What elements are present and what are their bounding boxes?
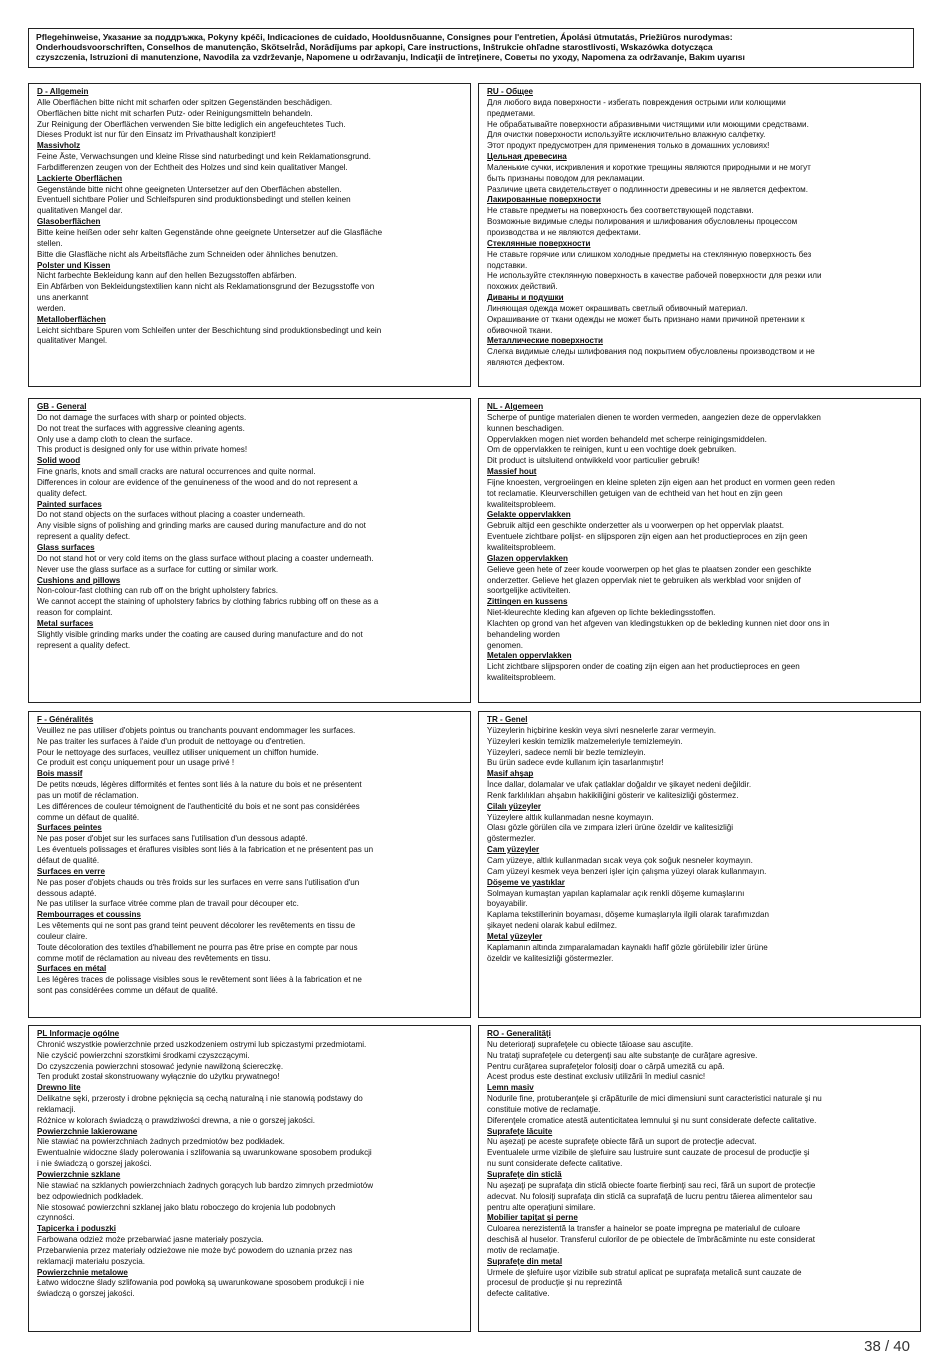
text-line: genomen. [487,640,523,650]
text-line: являются дефектом. [487,358,565,368]
text-line: Renk farklılıkları ahşabın hakikiliğini gösterir ve kalitesizliği göstermez. [487,790,739,800]
section-heading: Zittingen en kussens [487,597,568,607]
block-title: TR - Genel [487,715,528,724]
text-line: подставки. [487,260,528,270]
text-line: Do not stand hot or very cold items on the glass surface without placing a coaster underneath. [37,553,374,563]
text-line: Ten produkt został skonstruowany wyłącznie do użytku prywatnego! [37,1072,280,1082]
text-line: Any visible signs of polishing and grinding marks are caused during manufacture and do not [37,521,366,531]
text-line: Gelieve geen hete of zeer koude voorwerpen op het glas te plaatsen zonder een geschikte [487,564,812,574]
text-line: Bitte keine heißen oder sehr kalten Gegenstände ohne geeignete Untersetzer auf die Glasfläche [37,227,383,237]
text-line: uns anerkannt [37,293,89,303]
text-line: Alle Oberflächen bitte nicht mit scharfen oder spitzen Gegenständen beschädigen. [37,97,333,107]
text-line: Culoarea nerezistentă la transfer a hainelor se poate impregna pe materialul de culoare [487,1224,801,1234]
text-line: Om de oppervlakken te reinigen, kunt u een vochtige doek gebruiken. [487,445,737,455]
text-line: czynności. [37,1213,75,1223]
text-line: Diferenţele cromatice atestă autenticitatea lemnului şi nu sunt considerate defecte calitative. [487,1115,817,1125]
text-line: Fijne knoesten, vergroeiingen en kleine spleten zijn eigen aan het product en vormen geen reden [487,477,835,487]
section-heading: Suprafeţe din metal [487,1256,563,1266]
text-line: производства и не являются дефектами. [487,227,641,237]
text-line: świadczą o gorszej jakości. [37,1289,135,1299]
text-line: constituie motive de reclamaţie. [487,1104,601,1114]
section-heading: Suprafeţe lăcuite [487,1126,553,1136]
text-line: Pentru curăţarea suprafeţelor folosiţi doar o cârpă umezită cu apă. [487,1061,725,1071]
text-line: Chronić wszystkie powierzchnie przed uszkodzeniem ostrymi lub spiczastymi przedmiotami. [37,1039,367,1049]
text-line: Veuillez ne pas utiliser d'objets pointus ou tranchants pouvant endommager les surfaces. [37,725,356,735]
block-title: RU - Общее [487,87,534,96]
text-line: pas un motif de réclamation. [37,790,139,800]
section-heading: Metalloberflächen [37,314,106,324]
text-line: Niet-kleurechte kleding kan afgeven op lichte bekledingsstoffen. [487,608,716,618]
text-line: procesul de producţie şi nu reprezintă [487,1278,622,1288]
text-line: qualitativer Mangel. [37,336,108,346]
text-line: Dieses Produkt ist nur für den Einsatz im Privathaushalt konzipiert! [37,130,276,140]
care-block-fr [28,711,471,1018]
section-heading: Metalen oppervlakken [487,651,572,661]
block-title: RO - Generalităţi [487,1029,551,1038]
text-line: обивочной ткани. [487,325,553,335]
section-heading: Massief hout [487,467,537,477]
text-line: Oberflächen bitte nicht mit scharfen Putz- oder Reinigungsmitteln behandeln. [37,108,313,118]
text-line: Nu aşezaţi pe suprafaţa din sticlă obiecte foarte fierbinţi sau reci, fără un suport de protecţie [487,1180,816,1190]
header-line: Pflegehinweise, Указание за поддръжка, Pokyny kpéči, Indicaciones de cuidado, Hooldusnõuanne, Consignes pour l'entretien, Ápolási útmutatás, Priežiūros nurodymas: [36,32,733,42]
section-heading: Glazen oppervlakken [487,553,568,563]
section-heading: Painted surfaces [37,499,102,509]
header-languages [28,28,914,68]
text-line: Не ставьте горячие или слишком холодные предметы на стеклянную поверхность без [487,249,812,259]
text-line: kwaliteitsprobleem. [487,542,556,552]
care-block-ro [478,1025,921,1332]
text-line: Licht zichtbare slijpsporen onder de coating zijn eigen aan het productieproces en geen [487,662,800,672]
text-line: deschisă al huselor. Transferul culorilor de pe obiectele de îmbrăcăminte nu este considerat [487,1235,815,1245]
text-line: kunnen beschadigen. [487,423,564,433]
block-title: D - Allgemein [37,87,89,96]
section-heading: Masif ahşap [487,769,534,779]
section-heading: Surfaces en verre [37,866,105,876]
text-line: Не ставьте предметы на поверхность без соответствующей подставки. [487,206,754,216]
text-line: Nu deterioraţi suprafeţele cu obiecte tăioase sau ascuţite. [487,1039,694,1049]
text-line: pentru alte operaţiuni similare. [487,1202,596,1212]
section-heading: Powierzchnie szklane [37,1169,121,1179]
text-line: Nie stawiać na szklanych powierzchniach żadnych gorących lub bardzo zimnych przedmiotów [37,1180,374,1190]
text-line: motiv de reclamaţie. [487,1245,560,1255]
text-line: stellen. [37,238,63,248]
text-line: Nie stosować powierzchni szklanej jako blatu roboczego do krojenia lub podobnych [37,1202,336,1212]
text-line: Gegenstände bitte nicht ohne geeigneten Untersetzer auf den Oberflächen abstellen. [37,184,342,194]
section-heading: Лакированные поверхности [487,195,601,205]
text-line: comme un défaut de qualité. [37,812,140,822]
section-heading: Металлические поверхности [487,336,603,346]
text-line: Do not damage the surfaces with sharp or pointed objects. [37,412,247,422]
text-line: Do not treat the surfaces with aggressive cleaning agents. [37,423,245,433]
text-line: Non-colour-fast clothing can rub off on the bright upholstery fabrics. [37,586,278,596]
text-line: qualitativen Mangel dar. [37,206,123,216]
text-line: Les légères traces de polissage visibles sous le revêtement sont liées à la fabrication et ne [37,975,362,985]
text-line: Do czyszczenia powierzchni stosować jedynie nawilżoną ściereczkę. [37,1061,284,1071]
text-line: Nie czyścić powierzchni szorstkimi środkami czyszczącymi. [37,1050,250,1060]
section-heading: Mobilier tapiţat şi perne [487,1213,578,1223]
text-line: Не используйте стеклянную поверхность в качестве рабочей поверхности для резки или [487,271,822,281]
text-line: Eventuele zichtbare polijst- en slijpsporen zijn eigen aan het productieproces en zijn geen [487,532,808,542]
text-line: defecte calitative. [487,1289,550,1299]
block-title: PL Informacje ogólne [37,1029,120,1038]
section-heading: Surfaces en métal [37,964,107,974]
text-line: nu sunt considerate defecte calitative. [487,1159,623,1169]
section-heading: Surfaces peintes [37,823,102,833]
text-line: boyayabilir. [487,899,528,909]
text-line: reklamacji materiału poszycia. [37,1256,145,1266]
text-line: Pour le nettoyage des surfaces, veuillez utiliser uniquement un chiffon humide. [37,747,319,757]
text-line: Не обрабатывайте поверхности абразивными чистящими или моющими средствами. [487,119,809,129]
text-line: Les différences de couleur témoignent de l'authenticité du bois et ne sont pas considérées [37,801,360,811]
section-heading: Bois massif [37,769,83,779]
text-line: Delikatne sęki, przerosty i drobne pęknięcia są cechą naturalną i nie stanowią podstawy do [37,1094,363,1104]
section-heading: Powierzchnie metalowe [37,1267,128,1277]
text-line: Маленькие сучки, искривления и короткие трещины являются природными и не могут [487,162,811,172]
text-line: Kaplamanın altında zımparalamadan kaynaklı hafif gözle görülebilir izler ürüne [487,942,768,952]
text-line: Acest produs este destinat exclusiv utilizării în mediul casnic! [487,1072,706,1082]
text-line: Nu trataţi suprafeţele cu detergenţi sau alte substanţe de curăţare agresive. [487,1050,758,1060]
text-line: werden. [37,303,66,313]
section-heading: Cushions and pillows [37,575,121,585]
text-line: De petits nœuds, légères difformités et fentes sont liés à la nature du bois et ne présentent [37,780,362,790]
text-line: Differences in colour are evidence of the genuineness of the wood and do not represent a [37,477,358,487]
text-line: onderzetter. Gelieve het glazen oppervlak niet te gebruiken als werkblad voor snijden of [487,575,801,585]
text-line: quality defect. [37,488,87,498]
text-line: kwaliteitsprobleem. [487,673,556,683]
text-line: Различие цвета свидетельствует о подлинности древесины и не является дефектом. [487,184,808,194]
section-heading: Massivholz [37,141,81,151]
text-line: Yüzeyleri keskin temizlik malzemeleriyle temizlemeyin. [487,736,683,746]
section-heading: Диваны и подушки [487,293,564,303]
care-block-pl [28,1025,471,1332]
text-line: We cannot accept the staining of upholstery fabrics by clothing fabrics rubbing off on these as a [37,597,379,607]
text-line: Yüzeylere altlık kullanmadan nesne koymayın. [487,812,654,822]
header-line: czyszczenia, Istruzioni di manutenzione, Navodila za vzdrževanje, Napomene u održavanju, Indicaţii de întreţinere, Советы по уходу, Napomena za održavanje, Bakım uyarısı [36,52,745,63]
section-heading: Metal surfaces [37,618,94,628]
text-line: Этот продукт предусмотрен для применения только в домашних условиях! [487,141,770,151]
text-line: özeldir ve kalitesizliği göstermezler. [487,953,614,963]
text-line: Dit product is uitsluitend ontwikkeld voor particulier gebruik! [487,456,700,466]
text-line: Ne pas poser d'objets chauds ou très froids sur les surfaces en verre sans l'utilisation d'un [37,877,360,887]
header-line: Onderhoudsvoorschriften, Conselhos de manutenção, Skötselråd, Norādījums par apkopi, Care instructions, Inštrukcie ohľadne starostlivosti, Wskazówka dotycząca [36,42,713,53]
text-line: Ce produit est conçu uniquement pour un usage privé ! [37,758,235,768]
text-line: Leicht sichtbare Spuren vom Schleifen unter der Beschichtung sind produktionsbedingt und kein [37,325,382,335]
text-line: Scherpe of puntige materialen dienen te worden vermeden, aangezien deze de oppervlakken [487,412,821,422]
section-heading: Drewno lite [37,1083,81,1093]
text-line: represent a quality defect. [37,640,131,650]
text-line: Do not stand objects on the surfaces without placing a coaster underneath. [37,510,306,520]
text-line: Для очистки поверхности используйте исключительно влажную салфетку. [487,130,766,140]
text-line: Fine gnarls, knots and small cracks are natural occurrences and quite normal. [37,467,316,477]
text-line: Ein Abfärben von Bekleidungstextilien kann nicht als Reklamationsgrund der Bezugsstoffe von [37,282,375,292]
section-heading: Glass surfaces [37,542,95,552]
section-heading: Glasoberflächen [37,217,101,227]
text-line: Nicht farbechte Bekleidung kann auf den hellen Bezugsstoffen abfärben. [37,271,297,281]
text-line: Yüzeyleri, sadece nemli bir bezle temizleyin. [487,747,646,757]
text-line: Farbdifferenzen zeugen von der Echtheit des Holzes und sind kein qualitativer Mangel. [37,162,348,172]
text-line: Les éventuels polissages et éraflures visibles sont liés à la fabrication et ne présentent pas un [37,845,374,855]
text-line: couleur claire. [37,931,88,941]
text-line: Farbowana odzież może przebarwiać jasne materiały poszycia. [37,1235,264,1245]
text-line: adecvat. Nu folosiţi suprafaţa din sticlă ca suprafaţă de lucru pentru tăierea alimentelor sau [487,1191,813,1201]
text-line: Cam yüzeye, altlık kullanmadan sıcak veya çok soğuk nesneler koymayın. [487,855,753,865]
section-heading: Polster und Kissen [37,260,111,270]
section-heading: Lemn masiv [487,1083,534,1093]
care-block-nl [478,398,921,703]
text-line: Łatwo widoczne ślady szlifowania pod powłoką są uwarunkowane sposobem produkcji i nie [37,1278,365,1288]
section-heading: Cam yüzeyler [487,845,540,855]
text-line: represent a quality defect. [37,532,131,542]
text-line: Yüzeylerin hiçbirine keskin veya sivri nesnelerle zarar vermeyin. [487,725,716,735]
text-line: Bu ürün sadece evde kullanım için tasarlanmıştır! [487,758,664,768]
section-heading: Rembourrages et coussins [37,910,141,920]
text-line: Zur Reinigung der Oberflächen verwenden Sie bitte lediglich ein angefeuchtetes Tuch. [37,119,346,129]
text-line: похожих действий. [487,282,558,292]
text-line: göstermezler. [487,834,536,844]
text-line: Oppervlakken mogen niet worden behandeld met scherpe reinigingsmiddelen. [487,434,767,444]
text-line: This product is designed only for use within private homes! [37,445,248,455]
section-heading: Цельная древесина [487,152,567,162]
text-line: Ne pas poser d'objet sur les surfaces sans l'utilisation d'un dessous adapté. [37,834,308,844]
section-heading: Powierzchnie lakierowane [37,1126,138,1136]
section-heading: Стеклянные поверхности [487,238,591,248]
block-title: F - Généralités [37,715,94,724]
text-line: Klachten op grond van het afgeven van kledingstukken op de bekleding kunnen niet door ons in [487,618,830,628]
block-title: NL - Algemeen [487,402,544,411]
text-line: Cam yüzeyi kesmek veya benzeri işler için çalışma yüzeyi olarak kullanmayın. [487,866,767,876]
text-line: Gebruik altijd een geschikte onderzetter als u voorwerpen op het oppervlak plaatst. [487,521,784,531]
text-line: şikayet nedeni olarak kabul edilmez. [487,921,618,931]
text-line: Never use the glass surface as a surface for cutting or similar work. [37,564,279,574]
text-line: Only use a damp cloth to clean the surface. [37,434,193,444]
section-heading: Suprafeţe din sticlă [487,1169,562,1179]
text-line: behandeling worden [487,629,560,639]
text-line: Линяющая одежда может окрашивать светлый обивочный материал. [487,303,748,313]
text-line: Eventuell sichtbare Polier und Schleifspuren sind produktionsbedingt und stellen keinen [37,195,351,205]
care-block-ru [478,83,921,387]
text-line: Olası gözle görülen cila ve zımpara izleri ürüne özeldir ve kalitesizliği [487,823,734,833]
text-line: Окрашивание от ткани одежды не может быть признано нами причиной претензии к [487,314,805,324]
text-line: soortgelijke activiteiten. [487,586,571,596]
text-line: Слегка видимые следы шлифования под покрытием обусловлены производством и не [487,347,815,357]
text-line: Feine Äste, Verwachsungen und kleine Risse sind naturbedingt und kein Reklamationsgrund. [37,152,371,162]
text-line: Les vêtements qui ne sont pas grand teint peuvent décolorer les revêtements en tissu de [37,921,356,931]
page-number: 38 / 40 [864,1338,910,1355]
text-line: Urmele de şlefuire uşor vizibile sub stratul aplicat pe suprafaţa metalică sunt cauzate de [487,1267,802,1277]
text-line: défaut de qualité. [37,855,100,865]
text-line: Bitte die Glasfläche nicht als Arbeitsfläche zum Schneiden oder ähnliches benutzen. [37,249,338,259]
block-title: GB - General [37,402,87,411]
care-block-de [28,83,471,387]
text-line: comme motif de réclamation au niveau des revêtements en tissu. [37,953,271,963]
text-line: reason for complaint. [37,608,113,618]
text-line: dessous adapté. [37,888,97,898]
text-line: reklamacji. [37,1104,76,1114]
text-line: Solmayan kumaştan yapılan kaplamalar açık renkli döşeme kumaşlarını [487,888,745,898]
section-heading: Lackierte Oberflächen [37,173,123,183]
text-line: Toute décoloration des textiles d'habillement ne pourra pas être prise en compte par nous [37,942,358,952]
text-line: Nie stawiać na powierzchniach żadnych przedmiotów bez podkładek. [37,1137,285,1147]
section-heading: Gelakte oppervlakken [487,510,571,520]
section-heading: Metal yüzeyler [487,931,543,941]
text-line: Для любого вида поверхности - избегать повреждения острыми или колющими [487,97,786,107]
text-line: Ne pas traiter les surfaces à l'aide d'un produit de nettoyage ou d'entretien. [37,736,306,746]
text-line: sont pas considérées comme un défaut de qualité. [37,986,218,996]
section-heading: Solid wood [37,456,81,466]
text-line: Eventualele urme vizibile de şlefuire sau lustruire sunt cauzate de procesul de producţie şi [487,1148,810,1158]
care-block-tr [478,711,921,1018]
text-line: Nu aşezaţi pe aceste suprafeţe obiecte fără un suport de protecţie adecvat. [487,1137,757,1147]
text-line: Kaplama tekstillerinin boyaması, döşeme kumaşlarıyla ilgili olarak tarafımızdan [487,910,770,920]
text-line: Nodurile fine, protuberanţele şi crăpăturile de mici dimensiuni sunt caracteristici naturale şi nu [487,1094,822,1104]
text-line: предметами. [487,108,536,118]
text-line: Ne pas utiliser la surface vitrée comme plan de travail pour découper etc. [37,899,299,909]
section-heading: Tapicerka i poduszki [37,1224,117,1234]
text-line: tot reclamatie. Kleurverschillen getuigen van de echtheid van het hout en zijn geen [487,488,783,498]
text-line: İnce dallar, dolamalar ve ufak çatlaklar doğaldır ve şikayet nedeni değildir. [487,780,752,790]
text-line: быть признаны поводом для рекламации. [487,173,645,183]
text-line: bez odpowiednich podkładek. [37,1191,144,1201]
text-line: Возможные видимые следы полирования и шлифования обусловлены процессом [487,217,798,227]
section-heading: Cilalı yüzeyler [487,801,541,811]
text-line: i nie świadczą o gorszej jakości. [37,1159,152,1169]
section-heading: Döşeme ve yastıklar [487,877,565,887]
text-line: Ewentualnie widoczne ślady polerowania i szlifowania są uwarunkowane sposobem produkcji [37,1148,372,1158]
care-block-gb [28,398,471,703]
text-line: Różnice w kolorach świadczą o prawdziwości drewna, a nie o gorszej jakości. [37,1115,316,1125]
text-line: kwaliteitsprobleem. [487,499,556,509]
text-line: Przebarwienia przez materiały odzieżowe nie może być powodem do uznania przez nas [37,1245,353,1255]
text-line: Slightly visible grinding marks under the coating are caused during manufacture and do not [37,629,363,639]
